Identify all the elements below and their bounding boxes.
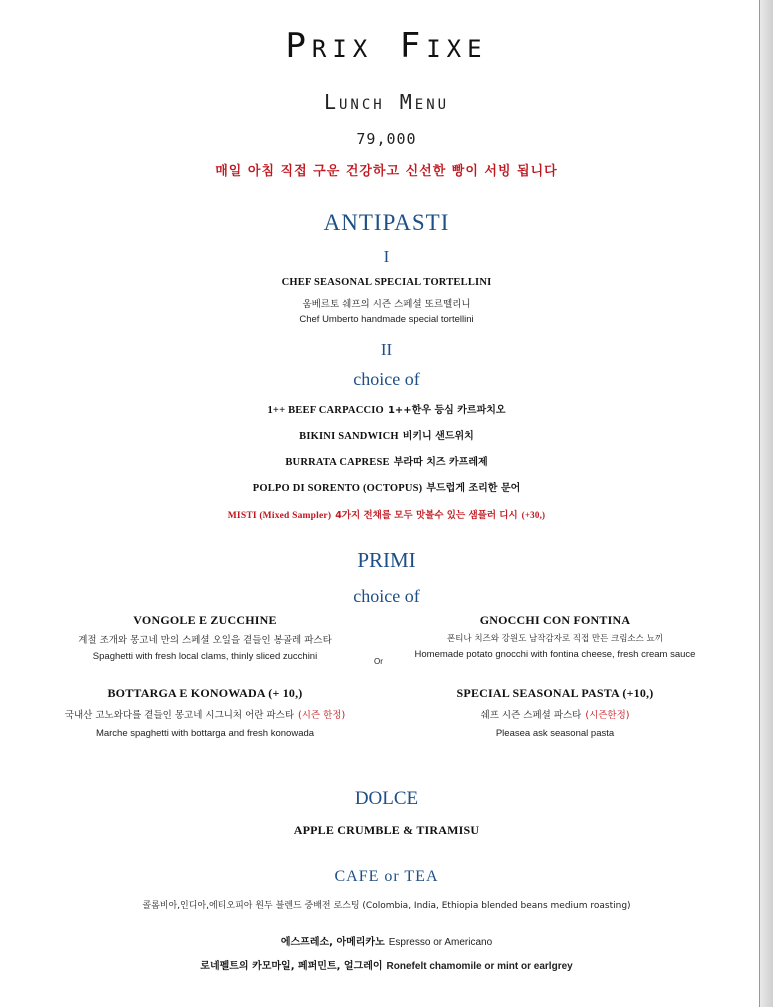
espresso-english: Espresso or Americano bbox=[388, 937, 493, 948]
gnocchi-description: Homemade potato gnocchi with fontina cheese, fresh cream sauce bbox=[414, 649, 696, 660]
antipasti-item-en: BIKINI SANDWICH bbox=[299, 431, 399, 442]
seasonal-pasta-description: Pleasea ask seasonal pasta bbox=[495, 728, 615, 739]
gnocchi-korean: 폰티나 치즈와 강원도 남작감자로 직접 만든 크림소스 뇨끼 bbox=[447, 634, 663, 644]
bottarga-season-tag: (시즌 한정) bbox=[298, 710, 346, 721]
vongole-korean: 계절 조개와 몽고네 만의 스페셜 오일을 곁들인 봉골레 파스타 bbox=[78, 635, 332, 646]
antipasti-item bbox=[0, 400, 773, 418]
antipasti-choice-label: choice of bbox=[353, 369, 420, 389]
vongole-description: Spaghetti with fresh local clams, thinly sliced zucchini bbox=[92, 651, 318, 662]
seasonal-pasta-korean: 쉐프 시즌 스페셜 파스타 bbox=[480, 710, 582, 721]
menu-subtitle: Lunch Menu bbox=[323, 90, 450, 114]
antipasti-item-ko: 부드럽게 조리한 문어 bbox=[426, 483, 521, 494]
page-edge-shadow bbox=[759, 0, 773, 1007]
tortellini-description: Chef Umberto handmade special tortellini bbox=[299, 314, 474, 325]
dolce-item: APPLE CRUMBLE & TIRAMISU bbox=[293, 823, 480, 837]
seasonal-pasta-season-tag: (시즌한정) bbox=[585, 710, 630, 721]
tortellini-korean: 움베르토 쉐프의 시즌 스페셜 또르뗄리니 bbox=[302, 299, 471, 310]
menu-price: 79,000 bbox=[356, 130, 417, 148]
vongole-name: VONGOLE E ZUCCHINE bbox=[133, 613, 277, 627]
primi-heading: PRIMI bbox=[357, 548, 416, 572]
primi-or-label: Or bbox=[374, 657, 383, 666]
antipasti-item-ko: 비키니 샌드위치 bbox=[402, 431, 474, 442]
tea-english: Ronefelt chamomile or mint or earlgrey bbox=[386, 961, 573, 972]
misti-price: (+30,) bbox=[521, 510, 546, 520]
bread-note: 매일 아침 직접 구운 건강하고 신선한 빵이 서빙 됩니다 bbox=[215, 164, 558, 179]
antipasti-item-en: 1++ BEEF CARPACCIO bbox=[267, 405, 384, 416]
antipasti-item bbox=[0, 426, 773, 444]
antipasti-numeral-2: II bbox=[380, 340, 393, 359]
antipasti-item-en: POLPO DI SORENTO (OCTOPUS) bbox=[252, 483, 423, 494]
gnocchi-name: GNOCCHI CON FONTINA bbox=[479, 613, 631, 627]
espresso-korean: 에스프레소, 아메리카노 bbox=[280, 937, 385, 948]
cafe-heading: CAFE or TEA bbox=[334, 868, 439, 885]
antipasti-numeral-1: I bbox=[383, 247, 390, 266]
antipasti-heading: ANTIPASTI bbox=[323, 210, 450, 235]
bottarga-name: BOTTARGA E KONOWADA (+ 10,) bbox=[107, 686, 303, 700]
antipasti-item-ko: 1++한우 등심 카르파치오 bbox=[387, 405, 506, 416]
tortellini-name: CHEF SEASONAL SPECIAL TORTELLINI bbox=[281, 277, 492, 288]
bottarga-korean: 국내산 고노와다를 곁들인 몽고네 시그니처 어란 파스타 bbox=[64, 710, 295, 721]
seasonal-pasta-name: SPECIAL SEASONAL PASTA (+10,) bbox=[456, 686, 654, 700]
coffee-beans-note: 콜롬비아,인디아,에티오피아 원두 블렌드 중배전 로스팅 (Colombia, India, Ethiopia blended beans medium roasting) bbox=[142, 901, 631, 911]
antipasti-item-ko: 부라따 치즈 카프레제 bbox=[393, 457, 488, 468]
menu-title: Prix Fixe bbox=[285, 26, 488, 66]
misti-korean: 4가지 전채를 모두 맛볼수 있는 샘플러 디시 bbox=[335, 510, 518, 521]
vongole-dish bbox=[50, 613, 360, 662]
primi-choice-label: choice of bbox=[353, 586, 420, 606]
tea-korean: 로네펠트의 카모마일, 페퍼민트, 얼그레이 bbox=[200, 961, 383, 972]
espresso-line bbox=[0, 932, 773, 950]
seasonal-pasta-korean-line bbox=[400, 705, 710, 723]
bottarga-description: Marche spaghetti with bottarga and fresh konowada bbox=[95, 728, 315, 739]
antipasti-item bbox=[0, 452, 773, 470]
misti-name: MISTI (Mixed Sampler) bbox=[227, 511, 332, 521]
dolce-heading: DOLCE bbox=[354, 788, 419, 809]
seasonal-pasta-dish bbox=[400, 686, 710, 739]
antipasti-item-en: BURRATA CAPRESE bbox=[285, 457, 390, 468]
bottarga-dish bbox=[50, 686, 360, 739]
tea-line bbox=[0, 956, 773, 974]
gnocchi-dish bbox=[400, 613, 710, 660]
antipasti-item bbox=[0, 478, 773, 496]
misti-sampler bbox=[0, 505, 773, 523]
bottarga-korean-line bbox=[50, 705, 360, 723]
